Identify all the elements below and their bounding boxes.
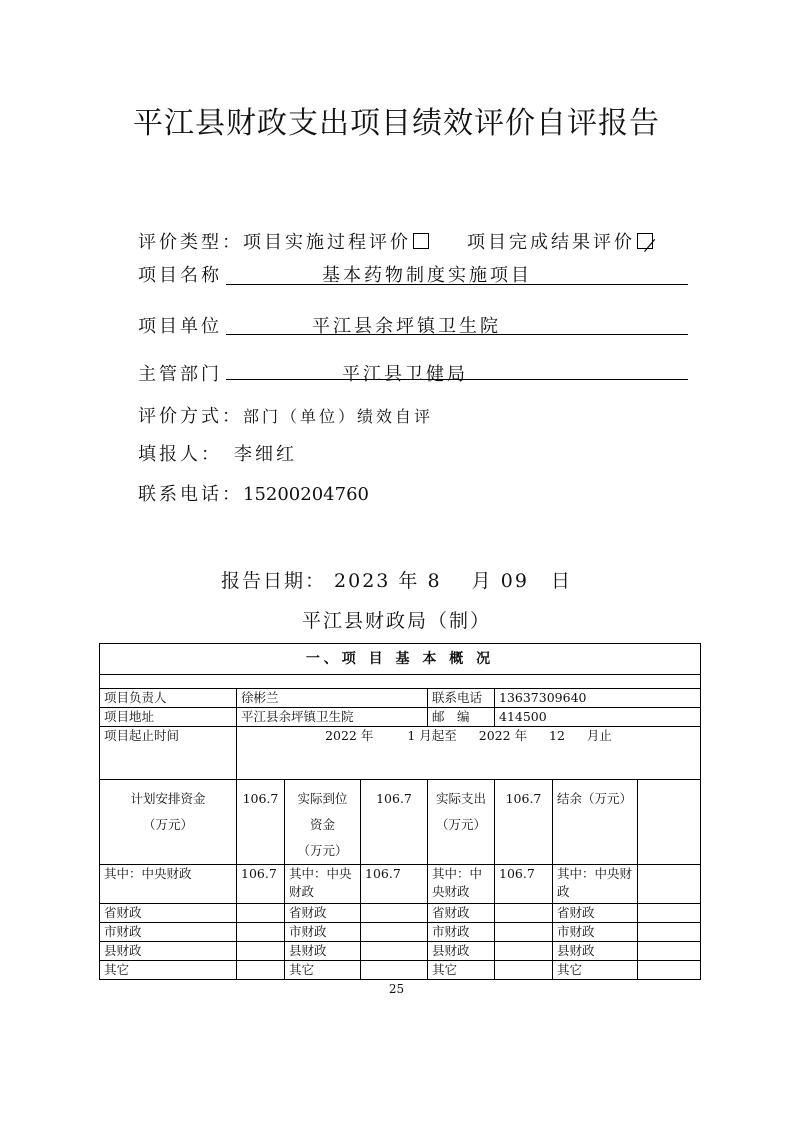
spent-value: 106.7 — [495, 780, 553, 865]
table-row — [100, 961, 701, 980]
spent-header-line2: （万元） — [435, 817, 486, 832]
report-month-unit: 月 — [471, 570, 493, 592]
table-row — [100, 708, 701, 727]
eval-type-line — [138, 228, 653, 254]
address-value: 平江县余坪镇卫生院 — [237, 708, 428, 727]
central-balance — [638, 865, 701, 904]
report-date-label: 报告日期： — [220, 570, 326, 592]
period-value — [237, 727, 701, 780]
maker-line: 平江县财政局（制） — [301, 610, 491, 632]
row-label: 市财政 — [285, 923, 361, 942]
central-planned: 106.7 — [237, 865, 285, 904]
period-label: 项目起止时间 — [100, 727, 237, 780]
project-name-value: 基本药物制度实施项目 — [322, 265, 532, 286]
table-row — [100, 904, 701, 923]
table-spacer-row — [100, 675, 701, 689]
report-title: 平江县财政支出项目绩效评价自评报告 — [133, 106, 660, 141]
report-day: 09 — [500, 570, 529, 592]
row-label: 省财政 — [285, 904, 361, 923]
planned-header-line2: （万元） — [142, 817, 193, 832]
reporter-label: 填报人： — [138, 444, 222, 465]
phone-line — [138, 480, 369, 506]
central-spent: 106.7 — [495, 865, 553, 904]
contact-value: 13637309640 — [495, 689, 701, 708]
eval-type-option1: 项目实施过程评价 — [243, 232, 411, 253]
phone-label: 联系电话： — [138, 484, 243, 505]
period-end-suffix: 月止 — [586, 728, 612, 743]
dept-value: 平江县卫健局 — [342, 364, 468, 385]
table-row — [100, 865, 701, 904]
row-label: 县财政 — [285, 942, 361, 961]
report-year-unit: 年 — [398, 570, 420, 592]
leader-label: 项目负责人 — [100, 689, 237, 708]
checkbox-result-eval[interactable] — [637, 233, 653, 249]
dept-label: 主管部门 — [138, 364, 222, 385]
row-label: 县财政 — [100, 942, 237, 961]
row-label: 其它 — [100, 961, 237, 980]
period-start-year: 2022 — [325, 728, 357, 743]
row-label: 市财政 — [100, 923, 237, 942]
period-end-month: 12 — [549, 728, 565, 743]
section-title: 一、项 目 基 本 概 况 — [100, 644, 701, 675]
central-actual-label: 其中：中央财政 — [285, 865, 361, 904]
report-date — [0, 566, 793, 593]
row-label: 省财政 — [553, 904, 638, 923]
period-end-year: 2022 — [478, 728, 511, 743]
period-start-suffix: 月起至 — [419, 728, 457, 743]
balance-value — [638, 780, 701, 865]
table-row — [100, 923, 701, 942]
phone-value: 15200204760 — [243, 484, 369, 505]
planned-funds-header — [100, 780, 237, 865]
actual-funds-header — [285, 780, 361, 865]
project-unit-label: 项目单位 — [138, 316, 222, 337]
report-month: 8 — [427, 570, 442, 592]
project-unit-value: 平江县余坪镇卫生院 — [312, 316, 501, 337]
spent-header-line1: 实际支出 — [435, 791, 486, 806]
central-spent-label: 其中：中央财政 — [428, 865, 495, 904]
eval-type-label: 评价类型： — [138, 232, 243, 253]
reporter-value: 李细红 — [234, 444, 297, 465]
row-label: 县财政 — [428, 942, 495, 961]
table-row — [100, 727, 701, 780]
row-label: 市财政 — [553, 923, 638, 942]
report-year: 2023 — [334, 570, 391, 592]
actual-header-line2: 资金 — [309, 817, 335, 832]
postcode-value: 414500 — [495, 708, 701, 727]
eval-type-option2: 项目完成结果评价 — [467, 232, 635, 253]
table-section-row — [100, 644, 701, 675]
eval-method-value: 部门（单位）绩效自评 — [243, 407, 434, 426]
page-number: 25 — [388, 982, 405, 996]
actual-header-line3: （万元） — [297, 843, 348, 858]
table-row — [100, 780, 701, 865]
row-label: 省财政 — [428, 904, 495, 923]
period-year-unit: 年 — [360, 728, 374, 743]
leader-value: 徐彬兰 — [237, 689, 428, 708]
balance-header: 结余（万元） — [553, 780, 638, 865]
actual-header-line1: 实际到位 — [297, 791, 348, 806]
planned-header-line1: 计划安排资金 — [130, 791, 206, 806]
actual-value: 106.7 — [361, 780, 428, 865]
planned-value: 106.7 — [237, 780, 285, 865]
spent-header — [428, 780, 495, 865]
central-actual: 106.7 — [361, 865, 428, 904]
eval-method-line — [138, 402, 433, 428]
period-start-month: 1 — [407, 728, 416, 743]
project-overview-table — [99, 643, 701, 980]
row-label: 其它 — [285, 961, 361, 980]
row-label: 其它 — [428, 961, 495, 980]
report-day-unit: 日 — [551, 570, 573, 592]
row-label: 县财政 — [553, 942, 638, 961]
project-name-label: 项目名称 — [138, 265, 222, 286]
checkbox-process-eval[interactable] — [413, 233, 429, 249]
row-label: 其它 — [553, 961, 638, 980]
period-year-unit-2: 年 — [514, 728, 528, 743]
table-row — [100, 942, 701, 961]
contact-label: 联系电话 — [428, 689, 495, 708]
central-label: 其中：中央财政 — [100, 865, 237, 904]
eval-method-label: 评价方式： — [138, 406, 243, 427]
postcode-label: 邮 编 — [428, 708, 495, 727]
table-row — [100, 689, 701, 708]
reporter-line — [138, 440, 297, 466]
address-label: 项目地址 — [100, 708, 237, 727]
central-balance-label: 其中：中央财政 — [553, 865, 638, 904]
row-label: 市财政 — [428, 923, 495, 942]
row-label: 省财政 — [100, 904, 237, 923]
